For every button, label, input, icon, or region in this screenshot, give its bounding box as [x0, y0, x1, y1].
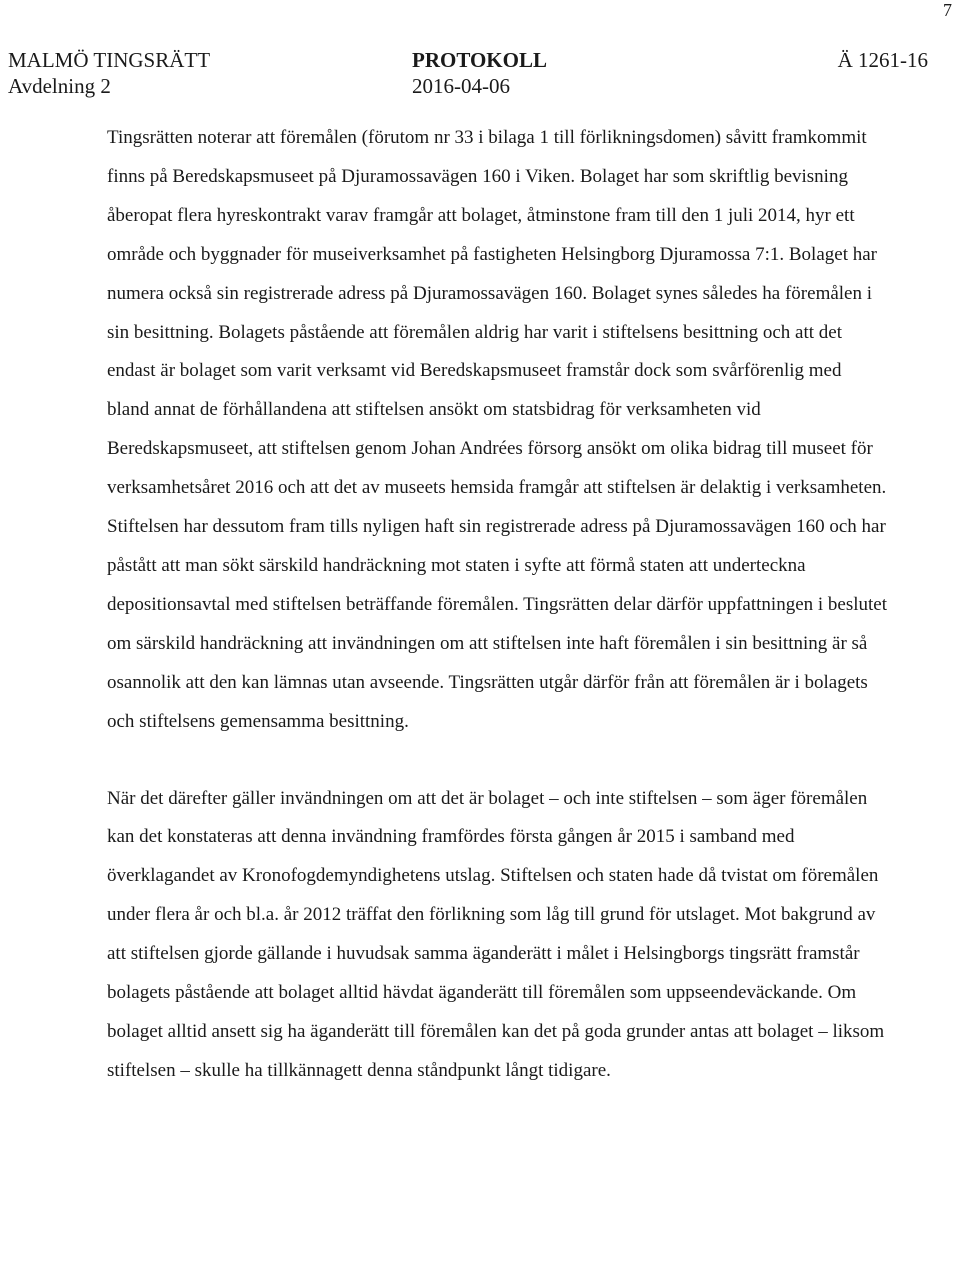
document-body	[107, 119, 887, 1091]
page-number: 7	[943, 0, 952, 20]
body-paragraph: När det därefter gäller invändningen om att det är bolaget – och inte stiftelsen – som äger föremålen kan det konstateras att denna invändning framfördes första gången år 2015 i samband med överklagandet av Kronofogdemyndighetens utslag. Stiftelsen och staten hade då tvistat om föremålen under flera år och bl.a. år 2012 träffat den förlikning som låg till grund för utslaget. Mot bakgrund av att stiftelsen gjorde gällande i huvudsak samma äganderätt i målet i Helsingborgs tingsrätt framstår bolagets påstående att bolaget alltid hävdat äganderätt till föremålen som uppseendeväckande. Om bolaget alltid ansett sig ha äganderätt till föremålen kan det på goda grunder antas att bolaget – liksom stiftelsen – skulle ha tillkännagett denna ståndpunkt långt tidigare.	[107, 787, 885, 1081]
document-type: PROTOKOLL	[412, 48, 547, 72]
division: Avdelning 2	[8, 74, 111, 98]
document-header	[8, 48, 928, 104]
body-paragraph: Tingsrätten noterar att föremålen (förutom nr 33 i bilaga 1 till förlikningsdomen) såvitt framkommit finns på Beredskapsmuseet på Djuramossavägen 160 i Viken. Bolaget har som skriftlig bevisning åberopat flera hyreskontrakt varav framgår att bolaget, åtminstone fram till den 1 juli 2014, hyr ett område och byggnader för museiverksamhet på fastigheten Helsingborg Djuramossa 7:1. Bolaget har numera också sin registrerade adress på Djuramossavägen 160. Bolaget synes således ha föremålen i sin besittning. Bolagets påstående att föremålen aldrig har varit i stiftelsens besittning och att det endast är bolaget som varit verksamt vid Beredskapsmuseet framstår dock som svårförenlig med bland annat de förhållandena att stiftelsen ansökt om statsbidrag för verksamheten vid Beredskapsmuseet, att stiftelsen genom Johan Andrées försorg ansökt om olika bidrag till museet för verksamhetsåret 2016 och att det av museets hemsida framgår att stiftelsen är delaktig i verksamheten. Stiftelsen har dessutom fram tills nyligen haft sin registrerade adress på Djuramossavägen 160 och har påstått att man sökt särskild handräckning mot staten i syfte att förmå staten att underteckna depositionsavtal med stiftelsen beträffande föremålen. Tingsrätten delar därför uppfattningen i beslutet om särskild handräckning att invändningen om att stiftelsen inte haft föremålen i sin besittning är så osannolik att den kan lämnas utan avseende. Tingsrätten utgår därför från att föremålen är i bolagets och stiftelsens gemensamma besittning.	[107, 127, 888, 732]
document-date: 2016-04-06	[412, 74, 510, 98]
header-row-1	[8, 48, 928, 74]
court-name: MALMÖ TINGSRÄTT	[8, 48, 211, 72]
header-row-2	[8, 74, 928, 100]
case-number: Ä 1261-16	[837, 48, 928, 72]
